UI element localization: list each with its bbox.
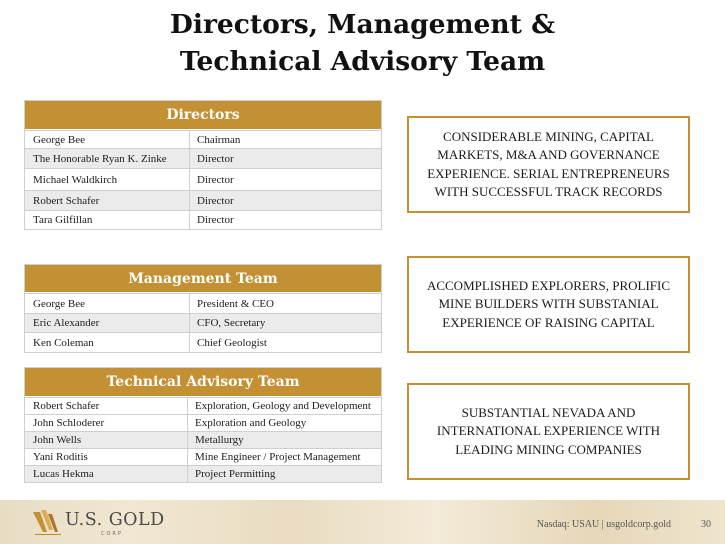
- technical-advisory-table-header: Technical Advisory Team: [25, 368, 381, 397]
- management-table-header: Management Team: [25, 265, 381, 293]
- role-cell: CFO, Secretary: [197, 317, 266, 329]
- footer-info: Nasdaq: USAU | usgoldcorp.gold: [536, 519, 671, 530]
- table-row: [25, 148, 381, 168]
- name-cell: Michael Waldkirch: [25, 169, 190, 190]
- us-gold-logo-icon: [31, 508, 63, 536]
- callout-text: CONSIDERABLE MINING, CAPITAL MARKETS, M&A AND GOVERNANCE EXPERIENCE. SERIAL ENTREPRENEURS WITH SUCCESSFUL TRACK RECORDS: [427, 128, 670, 199]
- logo-text: U.S. GOLD: [65, 510, 165, 530]
- role-cell: Chief Geologist: [197, 336, 267, 349]
- table-row: [25, 130, 381, 148]
- table-row: [25, 448, 381, 465]
- name-cell: Tara Gilfillan: [25, 211, 190, 229]
- callout-box-management: [407, 256, 690, 353]
- role-cell: Director: [197, 173, 234, 186]
- role-cell: Director: [197, 194, 234, 207]
- role-cell: Mine Engineer / Project Management: [195, 451, 361, 463]
- management-table: [24, 264, 382, 353]
- technical-advisory-table: [24, 367, 382, 483]
- table-row: [25, 293, 381, 313]
- name-cell: The Honorable Ryan K. Zinke: [25, 149, 190, 168]
- title-line-1: Directors, Management &: [169, 9, 556, 40]
- name-cell: John Schloderer: [25, 415, 188, 431]
- role-cell: President & CEO: [197, 297, 274, 310]
- table-row: [25, 414, 381, 431]
- role-cell: Director: [197, 152, 234, 165]
- table-row: [25, 313, 381, 332]
- page-number: 30: [701, 519, 711, 530]
- page-title: [0, 6, 725, 80]
- role-cell: Project Permitting: [195, 468, 276, 480]
- table-row: [25, 168, 381, 190]
- role-cell: Director: [197, 214, 234, 226]
- role-cell: Chairman: [197, 133, 241, 146]
- callout-box-technical: [407, 383, 690, 480]
- table-row: [25, 431, 381, 448]
- name-cell: Robert Schafer: [25, 191, 190, 210]
- role-cell: Exploration and Geology: [195, 417, 307, 429]
- name-cell: Robert Schafer: [25, 398, 188, 414]
- name-cell: John Wells: [25, 432, 188, 448]
- role-cell: Metallurgy: [195, 434, 244, 446]
- directors-table-header: Directors: [25, 101, 381, 130]
- name-cell: George Bee: [25, 131, 190, 148]
- callout-box-directors: [407, 116, 690, 213]
- table-row: [25, 190, 381, 210]
- directors-table: [24, 100, 382, 230]
- table-row: [25, 210, 381, 229]
- callout-text: SUBSTANTIAL NEVADA AND INTERNATIONAL EXPERIENCE WITH LEADING MINING COMPANIES: [436, 404, 661, 457]
- name-cell: Yani Roditis: [25, 449, 188, 465]
- name-cell: Ken Coleman: [25, 333, 190, 352]
- role-cell: Exploration, Geology and Development: [195, 400, 371, 412]
- logo-subtext: CORP: [101, 531, 123, 537]
- title-line-2: Technical Advisory Team: [179, 46, 546, 77]
- name-cell: Eric Alexander: [25, 314, 190, 332]
- table-row: [25, 332, 381, 352]
- name-cell: George Bee: [25, 294, 190, 313]
- table-row: [25, 397, 381, 414]
- name-cell: Lucas Hekma: [25, 466, 188, 482]
- table-row: [25, 465, 381, 482]
- callout-text: ACCOMPLISHED EXPLORERS, PROLIFIC MINE BUILDERS WITH SUBSTANIAL EXPERIENCE OF RAISING CAPITAL: [426, 277, 671, 330]
